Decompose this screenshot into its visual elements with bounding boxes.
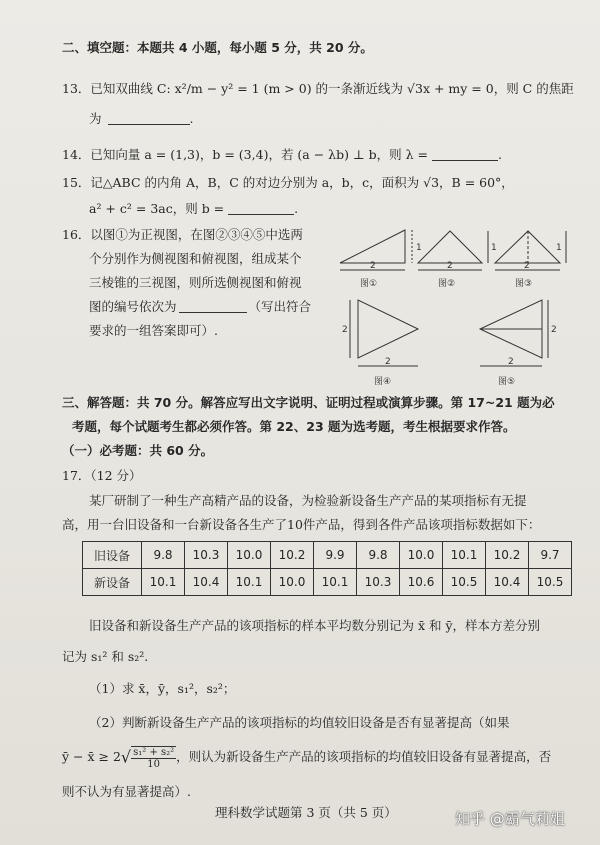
table-row-new-device: [83, 569, 572, 596]
fig5-height-label: 2: [551, 325, 557, 335]
watermark: 知乎 @霸气莉姐: [455, 810, 565, 828]
device-data-table: [82, 541, 572, 596]
question-17-para-2: 高，用一台旧设备和一台新设备各生产了10件产品，得到各件产品该项指标数据如下：: [62, 517, 541, 532]
table-cell: 10.5: [529, 569, 572, 596]
fig2-height-label: 1: [491, 243, 497, 253]
question-17-para-3: 旧设备和新设备生产产品的该项指标的样本平均数分别记为 x̄ 和 ȳ，样本方差分别: [89, 618, 541, 633]
fig1-height-label: 1: [416, 243, 422, 253]
fig4-height-label: 2: [342, 325, 348, 335]
figure-5-caption: 图⑤: [498, 377, 516, 387]
table-cell: 10.1: [228, 569, 271, 596]
question-13-line-2: 为 .: [89, 111, 194, 126]
question-16-line-2: 个分别作为侧视图和俯视图，组成某个: [89, 251, 302, 266]
table-cell: 10.2: [271, 542, 314, 569]
figure-2-caption: 图②: [438, 279, 456, 289]
figure-1-caption: 图①: [360, 279, 378, 289]
table-cell: 10.4: [185, 569, 228, 596]
section-2-heading: 二、填空题：本题共 4 小题，每小题 5 分，共 20 分。: [62, 40, 373, 55]
page-footer: 理科数学试题第 3 页（共 5 页）: [215, 805, 397, 820]
section-3-heading-1: 三、解答题：共 70 分。解答应写出文字说明、证明过程或演算步骤。第 17~21 题为必: [62, 395, 555, 410]
figure-5: [480, 300, 548, 366]
condition-right: ，则认为新设备生产产品的该项指标的均值较旧设备有显著提高，否: [176, 749, 552, 764]
question-16-line-5: 要求的一组答案即可）.: [89, 323, 218, 338]
question-16-line-4: 图的编号依次为 （写出符合: [89, 299, 312, 314]
figure-1: [340, 230, 412, 270]
question-17-part-1: （1）求 x̄，ȳ，s₁²，s₂²；: [89, 681, 236, 696]
figure-2: [418, 231, 488, 270]
table-cell: 9.9: [314, 542, 357, 569]
figure-4-caption: 图④: [374, 377, 392, 387]
table-cell: 10.0: [228, 542, 271, 569]
question-17-part-2: （2）判断新设备生产产品的该项指标的均值较旧设备是否有显著提高（如果: [89, 715, 510, 730]
fig5-width-label: 2: [508, 357, 514, 367]
question-15-line-2: a² + c² = 3ac，则 b = .: [89, 201, 299, 216]
fig1-width-label: 2: [370, 261, 376, 271]
condition-left: ȳ − x̄ ≥ 2: [62, 749, 121, 764]
section-3-heading-2: 考题，每个试题考生都必须作答。第 22、23 题为选考题，考生根据要求作答。: [72, 419, 516, 434]
table-cell: 10.2: [486, 542, 529, 569]
fig3-width-label: 2: [524, 261, 530, 271]
table-row-label: 旧设备: [83, 542, 142, 569]
table-cell: 10.5: [443, 569, 486, 596]
section-3-subheading: （一）必考题：共 60 分。: [62, 443, 214, 458]
question-13-line-1: 13．已知双曲线 C: x²/m − y² = 1 (m > 0) 的一条渐近线为 √3x + my = 0，则 C 的焦距: [62, 81, 574, 96]
table-cell: 10.1: [314, 569, 357, 596]
question-14-line-1: 14．已知向量 a = (1,3)，b = (3,4)，若 (a − λb) ⊥ b，则 λ = .: [62, 147, 502, 162]
table-cell: 10.1: [443, 542, 486, 569]
condition-fraction: $\frac{\text{s₁² + s₂²}}{10}$: [133, 746, 175, 770]
figure-4: [350, 300, 418, 366]
question-16-line-3: 三棱锥的三视图，则所选侧视图和俯视: [89, 275, 302, 290]
table-cell: 10.0: [400, 542, 443, 569]
table-cell: 10.1: [142, 569, 185, 596]
table-cell: 10.0: [271, 569, 314, 596]
question-17-title: 17．（12 分）: [62, 468, 142, 483]
table-cell: 9.8: [142, 542, 185, 569]
fig4-width-label: 2: [385, 357, 391, 367]
table-cell: 9.7: [529, 542, 572, 569]
question-15-line-1: 15．记△ABC 的内角 A，B，C 的对边分别为 a，b，c，面积为 √3，B = 60°，: [62, 175, 514, 190]
question-17-condition: ȳ − x̄ ≥ 2√ $\frac{\text{s₁² + s₂²}}{10}$ ，则认为新设备生产产品的该项指标的均值较旧设备有显著提高，否: [62, 746, 552, 770]
table-cell: 9.8: [357, 542, 400, 569]
table-cell: 10.4: [486, 569, 529, 596]
table-cell: 10.6: [400, 569, 443, 596]
question-17-para-5: 则不认为有显著提高）.: [62, 784, 191, 799]
fig2-width-label: 2: [447, 261, 453, 271]
fig3-height-label: 1: [556, 243, 562, 253]
table-row-old-device: [83, 542, 572, 569]
three-view-figures: [330, 218, 570, 388]
figure-3-caption: 图③: [515, 279, 533, 289]
table-cell: 10.3: [185, 542, 228, 569]
table-row-label: 新设备: [83, 569, 142, 596]
question-16-line-1: 16．以图①为正视图，在图②③④⑤中选两: [62, 227, 303, 242]
question-17-para-4: 记为 s₁² 和 s₂².: [62, 649, 149, 664]
question-17-para-1: 某厂研制了一种生产高精产品的设备，为检验新设备生产产品的某项指标有无提: [89, 493, 527, 508]
table-cell: 10.3: [357, 569, 400, 596]
